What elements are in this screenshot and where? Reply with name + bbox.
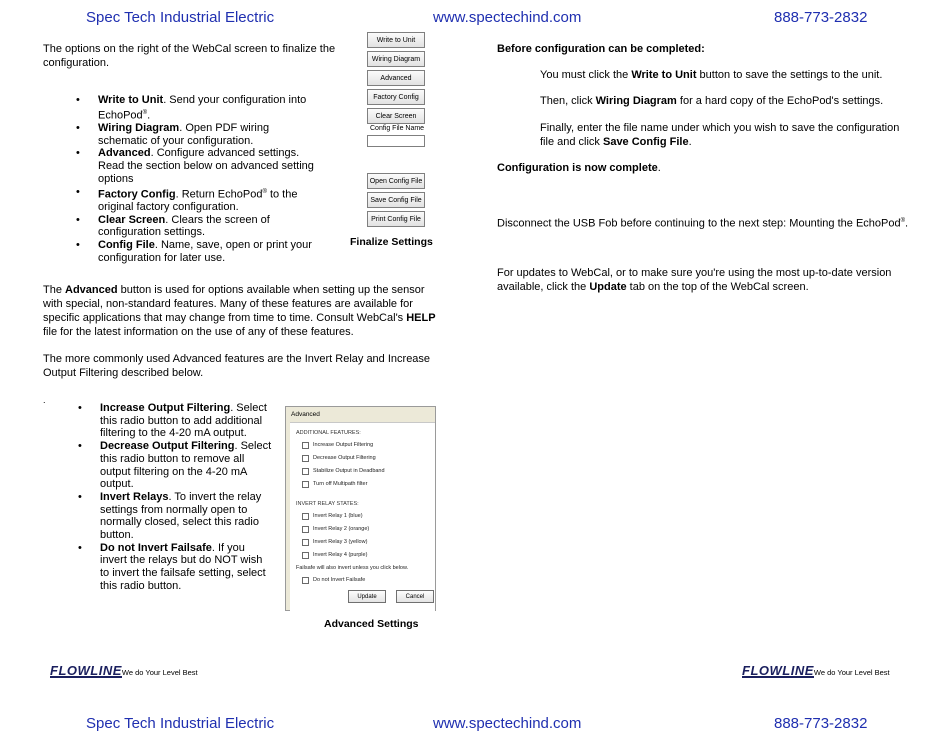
checkbox-label: Decrease Output Filtering	[313, 455, 376, 461]
flowline-logo-left: FLOWLINEWe do Your Level Best	[50, 663, 198, 678]
do-not-invert-failsafe-checkbox[interactable]	[302, 577, 309, 584]
invert-relay-1-checkbox[interactable]	[302, 513, 309, 520]
header-website[interactable]: www.spectechind.com	[433, 9, 582, 26]
step-save-config: Finally, enter the file name under which you wish to save the configuration file and click Save Config File.	[540, 122, 900, 148]
footer-company: Spec Tech Industrial Electric	[86, 715, 275, 732]
webcal-button-panel	[367, 32, 427, 232]
invert-relay-3-checkbox[interactable]	[302, 539, 309, 546]
checkbox-label: Stabilize Output in Deadband	[313, 468, 385, 474]
checkbox-label: Increase Output Filtering	[313, 442, 374, 448]
header-company: Spec Tech Industrial Electric	[86, 9, 275, 26]
dialog-title: Advanced	[291, 411, 320, 418]
flowline-logo-right: FLOWLINEWe do Your Level Best	[742, 663, 890, 678]
increase-filtering-checkbox[interactable]	[302, 442, 309, 449]
advanced-settings-caption: Advanced Settings	[324, 618, 419, 630]
checkbox-label: Do not Invert Failsafe	[313, 577, 366, 583]
invert-relay-2-checkbox[interactable]	[302, 526, 309, 533]
failsafe-note: Failsafe will also invert unless you click below.	[296, 565, 409, 571]
checkbox-label: Invert Relay 2 (orange)	[313, 526, 370, 532]
factory-config-button[interactable]: Factory Config	[367, 89, 425, 105]
updates-text: For updates to WebCal, or to make sure you're using the most up-to-date version available, click the Update tab on the top of the WebCal screen.	[497, 267, 892, 293]
invert-relay-4-checkbox[interactable]	[302, 552, 309, 559]
list-item: • Invert Relays. To invert the relay settings from normally open to normally closed, select this radio button.	[100, 491, 272, 542]
config-file-name-input[interactable]	[367, 135, 425, 147]
disconnect-text: Disconnect the USB Fob before continuing to the next step: Mounting the EchoPod®.	[497, 217, 909, 230]
save-config-file-button[interactable]: Save Config File	[367, 192, 425, 208]
dialog-body	[290, 422, 435, 611]
update-button[interactable]: Update	[348, 590, 386, 603]
features-list	[100, 402, 272, 593]
options-list	[98, 94, 318, 264]
footer-phone: 888-773-2832	[774, 715, 868, 732]
checkbox-label: Turn off Multipath filter	[313, 481, 368, 487]
clear-screen-button[interactable]: Clear Screen	[367, 108, 425, 124]
advanced-dialog	[285, 406, 436, 611]
advanced-paragraph: The Advanced button is used for options available when setting up the sensor with special, non-standard features. Many of these features are available for specific applications that may change from time to time. Consult WebCal's HELP file for the latest information on the use of any of these features.	[43, 284, 436, 338]
finalize-settings-caption: Finalize Settings	[350, 236, 433, 248]
invert-relay-heading: INVERT RELAY STATES:	[296, 501, 359, 507]
list-item: • Do not Invert Failsafe. If you invert the relays but do NOT wish to invert the failsafe setting, select this radio button.	[100, 542, 272, 593]
stabilize-output-checkbox[interactable]	[302, 468, 309, 475]
open-config-file-button[interactable]: Open Config File	[367, 173, 425, 189]
cancel-button[interactable]: Cancel	[396, 590, 434, 603]
config-file-label: Config File Name	[370, 125, 425, 132]
additional-features-heading: ADDITIONAL FEATURES:	[296, 430, 361, 436]
list-item: • Increase Output Filtering. Select this radio button to add additional filtering to the 4-20 mA output.	[100, 402, 272, 440]
list-item: • Advanced. Configure advanced settings. Read the section below on advanced setting options	[98, 147, 318, 185]
print-config-file-button[interactable]: Print Config File	[367, 211, 425, 227]
wiring-diagram-button[interactable]: Wiring Diagram	[367, 51, 425, 67]
stray-dot: .	[43, 395, 46, 405]
write-to-unit-button[interactable]: Write to Unit	[367, 32, 425, 48]
checkbox-label: Invert Relay 4 (purple)	[313, 552, 368, 558]
list-item: • Decrease Output Filtering. Select this radio button to remove all output filtering on the 4-20 mA output.	[100, 440, 272, 491]
intro-text: The options on the right of the WebCal screen to finalize the configuration.	[43, 43, 336, 69]
before-heading: Before configuration can be completed:	[497, 43, 705, 55]
complete-text: Configuration is now complete.	[497, 162, 661, 174]
step-write-to-unit: You must click the Write to Unit button to save the settings to the unit.	[540, 69, 883, 81]
list-item: • Config File. Name, save, open or print your configuration for later use.	[98, 239, 318, 264]
list-item: • Clear Screen. Clears the screen of configuration settings.	[98, 214, 318, 239]
common-features-paragraph: The more commonly used Advanced features are the Invert Relay and Increase Output Filtering described below.	[43, 353, 431, 379]
list-item: • Factory Config. Return EchoPod® to the original factory configuration.	[98, 186, 318, 214]
step-wiring-diagram: Then, click Wiring Diagram for a hard copy of the EchoPod's settings.	[540, 95, 884, 107]
checkbox-label: Invert Relay 3 (yellow)	[313, 539, 368, 545]
checkbox-label: Invert Relay 1 (blue)	[313, 513, 363, 519]
advanced-button[interactable]: Advanced	[367, 70, 425, 86]
decrease-filtering-checkbox[interactable]	[302, 455, 309, 462]
multipath-filter-checkbox[interactable]	[302, 481, 309, 488]
header-phone: 888-773-2832	[774, 9, 868, 26]
list-item: • Write to Unit. Send your configuration into EchoPod®.	[98, 94, 318, 122]
list-item: • Wiring Diagram. Open PDF wiring schematic of your configuration.	[98, 122, 318, 147]
footer-website[interactable]: www.spectechind.com	[433, 715, 582, 732]
